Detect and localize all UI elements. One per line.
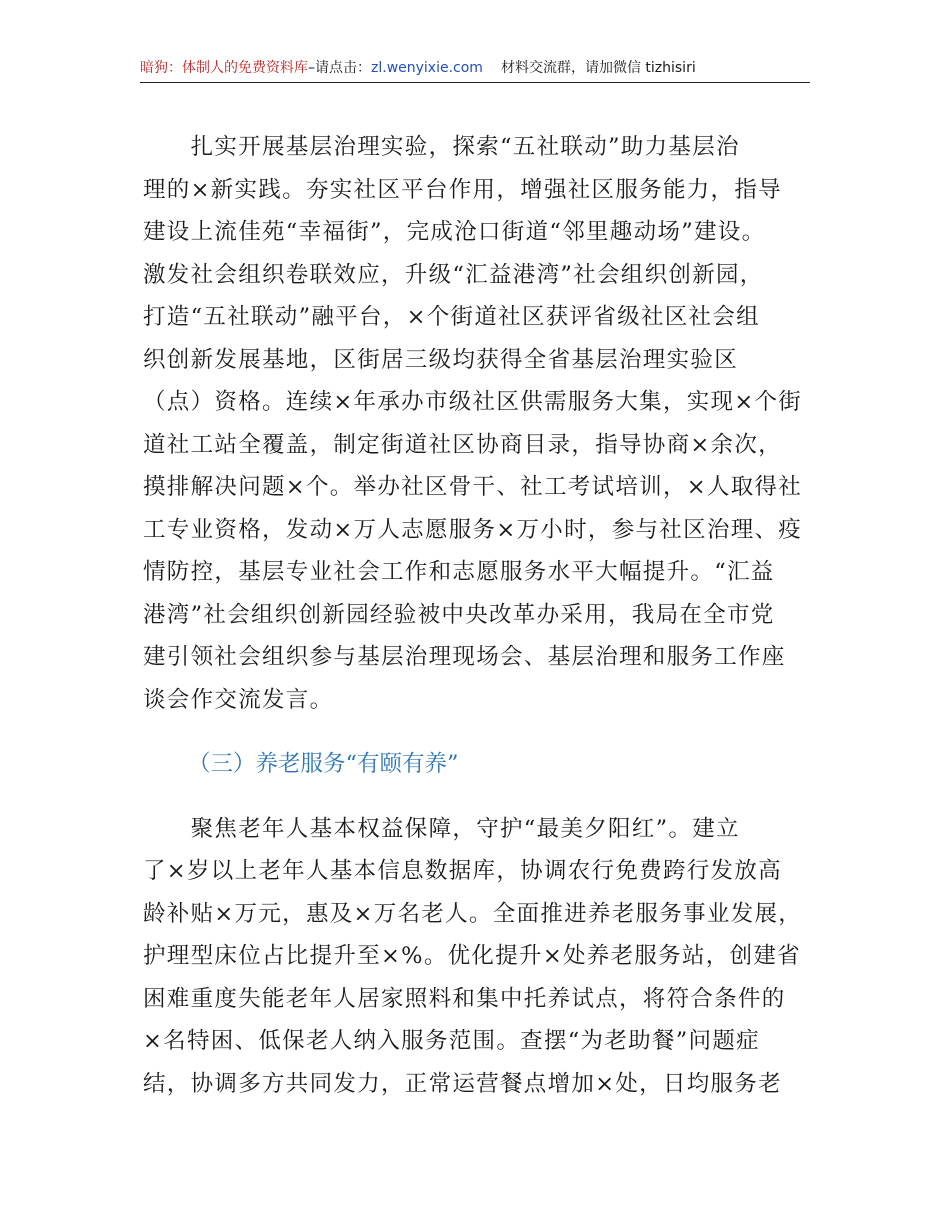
section-heading: （三）养老服务“有颐有养”	[188, 751, 459, 777]
text-line: 织创新发展基地，区街居三级均获得全省基层治理实验区	[143, 346, 739, 373]
header-url-link[interactable]: zl.wenyixie.com	[371, 60, 483, 76]
text-line: ×名特困、低保老人纳入服务范围。查摆“为老助餐”问题症	[143, 1028, 760, 1054]
text-line: 结，协调多方共同发力，正常运营餐点增加×处，日均服务老	[143, 1070, 782, 1097]
text-line: 扎实开展基层治理实验，探索“五社联动”助力基层治	[143, 134, 740, 160]
text-line: 建设上流佳苑“幸福街”，完成沧口街道“邻里趣动场”建设。	[143, 219, 766, 245]
text-line: 建引领社会组织参与基层治理现场会、基层治理和服务工作座	[143, 644, 786, 670]
header-prompt: –请点击：	[308, 60, 371, 76]
text-line: 护理型床位占比提升至×%。优化提升×处养老服务站，创建省	[143, 943, 801, 969]
text-line: 打造“五社联动”融平台，×个街道社区获评省级社区社会组	[143, 304, 760, 330]
header-brand: 暗狗：体制人的免费资料库	[140, 60, 308, 76]
paragraph-elderly-care	[143, 808, 813, 1106]
text-line: 困难重度失能老年人居家照料和集中托养试点，将符合条件的	[143, 985, 786, 1012]
text-line: 工专业资格，发动×万人志愿服务×万小时，参与社区治理、疫	[143, 516, 803, 543]
text-line: 理的×新实践。夯实社区平台作用，增强社区服务能力，指导	[143, 176, 782, 203]
text-line: 谈会作交流发言。	[143, 686, 334, 713]
text-line: 了×岁以上老年人基本信息数据库，协调农行免费跨行发放高	[143, 858, 782, 884]
text-line: （点）资格。连续×年承办市级社区供需服务大集，实现×个街	[143, 389, 803, 415]
text-line: 港湾”社会组织创新园经验被中央改革办采用，我局在全市党	[143, 601, 775, 628]
paragraph-governance	[143, 126, 813, 721]
page-header	[140, 58, 810, 80]
document-body	[143, 126, 813, 1105]
text-line: 摸排解决问题×个。举办社区骨干、社工考试培训，×人取得社	[143, 474, 803, 500]
header-divider	[140, 82, 810, 83]
text-line: 情防控，基层专业社会工作和志愿服务水平大幅提升。“汇益	[143, 559, 775, 585]
text-line: 龄补贴×万元，惠及×万名老人。全面推进养老服务事业发展，	[143, 900, 803, 927]
text-line: 激发社会组织卷联效应，升级“汇益港湾”社会组织创新园，	[143, 261, 764, 288]
header-contact: 材料交流群，请加微信 tizhisiri	[500, 60, 696, 76]
text-line: 聚焦老年人基本权益保障，守护“最美夕阳红”。建立	[143, 815, 740, 842]
text-line: 道社工站全覆盖，制定街道社区协商目录，指导协商×余次，	[143, 431, 782, 458]
